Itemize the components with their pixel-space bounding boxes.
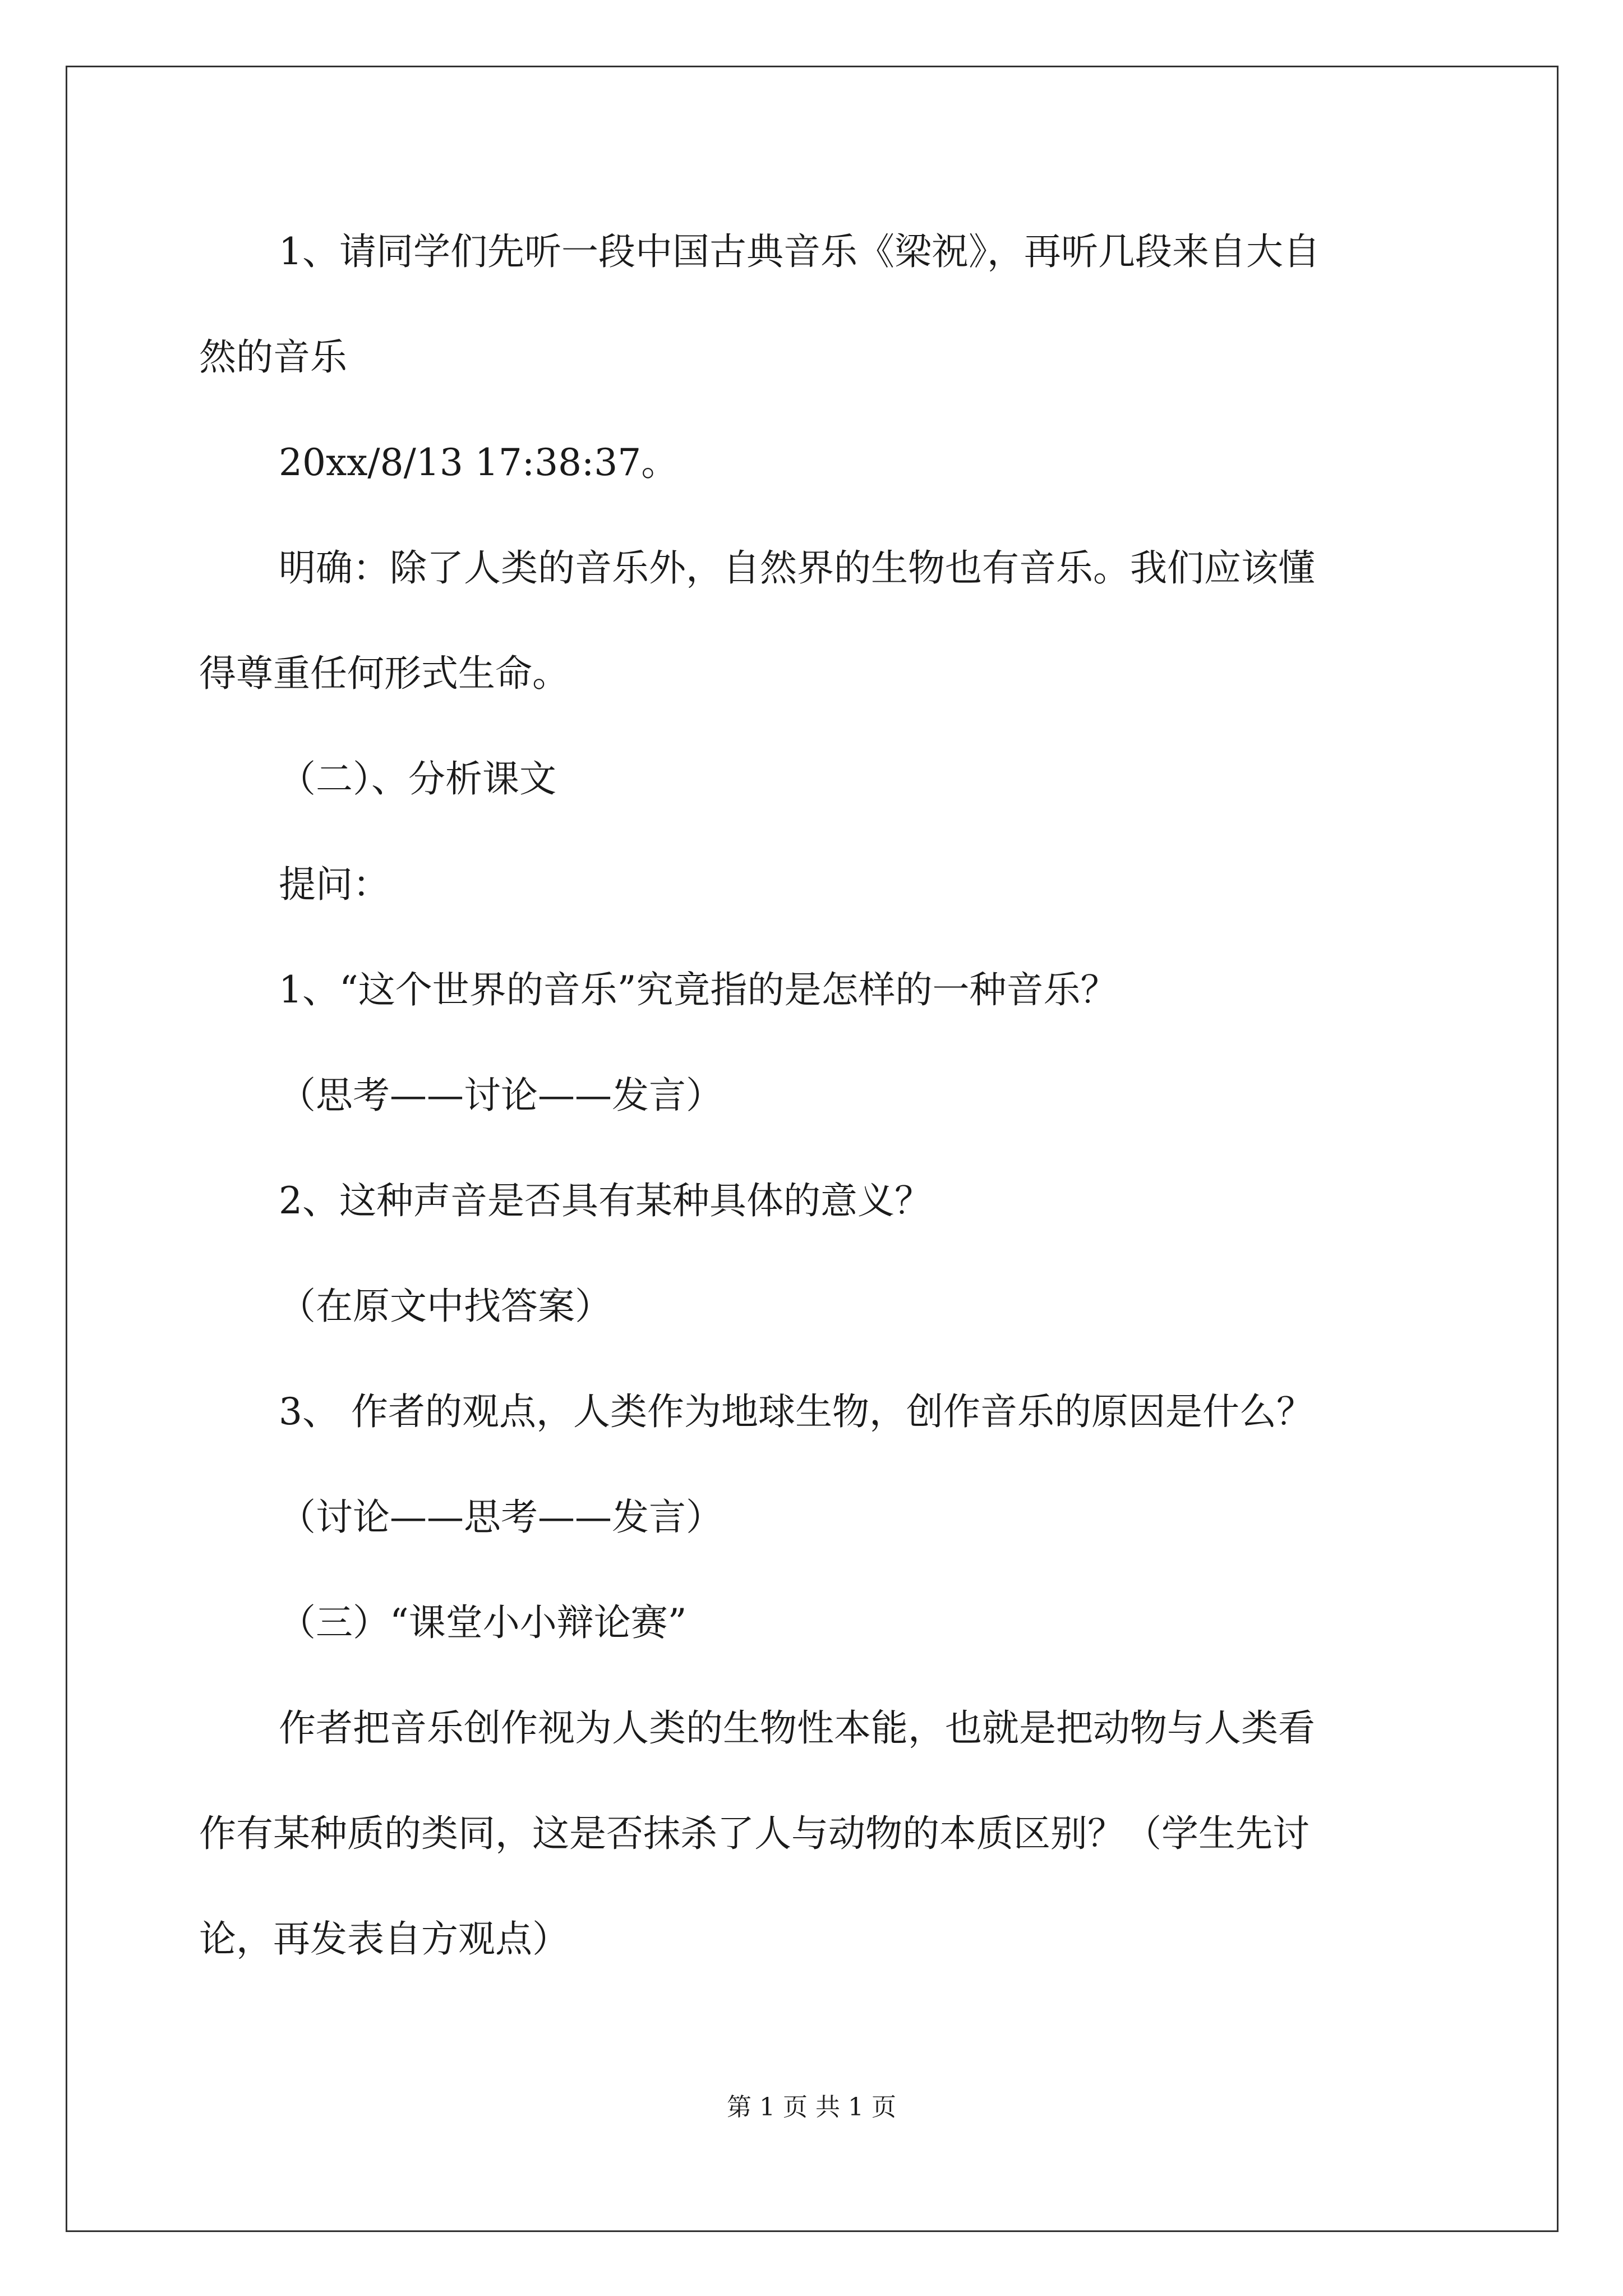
paragraph-2-timestamp: 20xx/8/13 17:38:37。 [279, 441, 679, 484]
paragraph-3-line-1: 明确：除了人类的音乐外，自然界的生物也有音乐。我们应该懂 [279, 546, 1315, 590]
section-heading-debate: （三）“课堂小小辩论赛” [279, 1601, 687, 1644]
question-3: 3、 作者的观点，人类作为地球生物，创作音乐的原因是什么？ [279, 1390, 1313, 1433]
page-border [66, 66, 1559, 2232]
section-heading-analysis: （二）、分析课文 [279, 757, 556, 800]
debate-paragraph-line-2: 作有某种质的类同，这是否抹杀了人与动物的本质区别？（学生先讨 [199, 1812, 1310, 1855]
question-1-note: （思考——讨论——发言） [279, 1074, 723, 1117]
debate-paragraph-line-3: 论，再发表自方观点） [199, 1917, 569, 1961]
paragraph-3-line-2: 得尊重任何形式生命。 [199, 652, 569, 695]
debate-paragraph-line-1: 作者把音乐创作视为人类的生物性本能，也就是把动物与人类看 [279, 1706, 1315, 1750]
page-footer: 第 1 页 共 1 页 [727, 2093, 896, 2122]
question-2: 2、这种声音是否具有某种具体的意义？ [279, 1179, 932, 1222]
question-3-note: （讨论——思考——发言） [279, 1496, 723, 1539]
paragraph-1-line-1: 1、请同学们先听一段中国古典音乐《梁祝》，再听几段来自大自 [279, 230, 1320, 273]
question-2-note: （在原文中找答案） [279, 1285, 612, 1328]
paragraph-1-line-2: 然的音乐 [199, 335, 347, 379]
question-1: 1、“这个世界的音乐”究竟指的是怎样的一种音乐？ [279, 968, 1118, 1011]
question-label: 提问： [279, 863, 390, 906]
